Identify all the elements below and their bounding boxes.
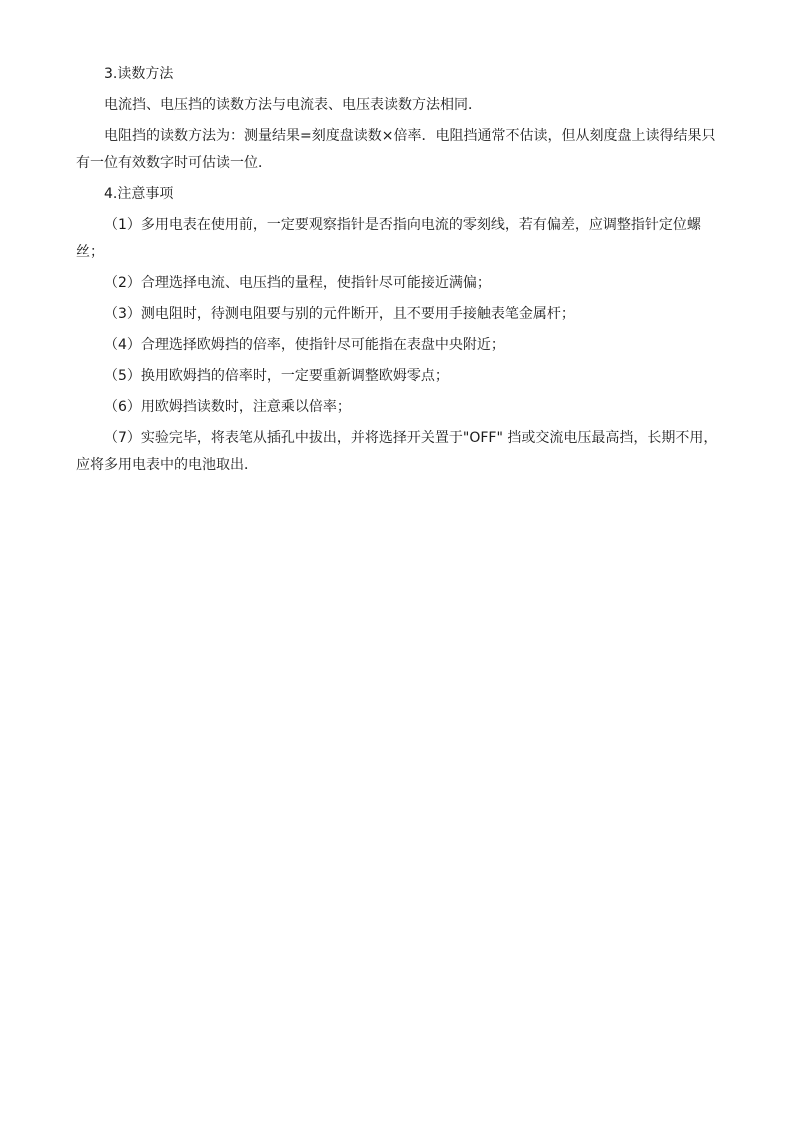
list-item: （5）换用欧姆挡的倍率时，一定要重新调整欧姆零点；	[104, 368, 449, 384]
paragraph-line: 有一位有效数字时可估读一位．	[76, 155, 272, 171]
paragraph-line: 电阻挡的读数方法为：测量结果=刻度盘读数×倍率．电阻挡通常不估读，但从刻度盘上读得结果只	[104, 128, 716, 144]
list-item: （4）合理选择欧姆挡的倍率，使指针尽可能指在表盘中央附近；	[104, 337, 505, 353]
section-heading: 4.注意事项	[104, 186, 174, 202]
section-heading: 3.读数方法	[104, 66, 174, 82]
list-item: （6）用欧姆挡读数时，注意乘以倍率；	[104, 399, 351, 415]
section-reading-method	[76, 62, 726, 175]
list-item: （1）多用电表在使用前，一定要观察指针是否指向电流的零刻线，若有偏差，应调整指针定位螺	[104, 217, 701, 233]
list-item: （2）合理选择电流、电压挡的量程，使指针尽可能接近满偏；	[104, 275, 491, 291]
list-item-continuation: 丝；	[76, 244, 104, 260]
document-body	[76, 62, 726, 477]
list-item-continuation: 应将多用电表中的电池取出．	[76, 457, 258, 473]
section-precautions	[76, 182, 726, 477]
list-item: （7）实验完毕，将表笔从插孔中拔出，并将选择开关置于"OFF" 挡或交流电压最高挡，长期不用，	[104, 430, 718, 446]
paragraph-line: 电流挡、电压挡的读数方法与电流表、电压表读数方法相同．	[104, 97, 482, 113]
list-item: （3）测电阻时，待测电阻要与别的元件断开，且不要用手接触表笔金属杆；	[104, 306, 575, 322]
